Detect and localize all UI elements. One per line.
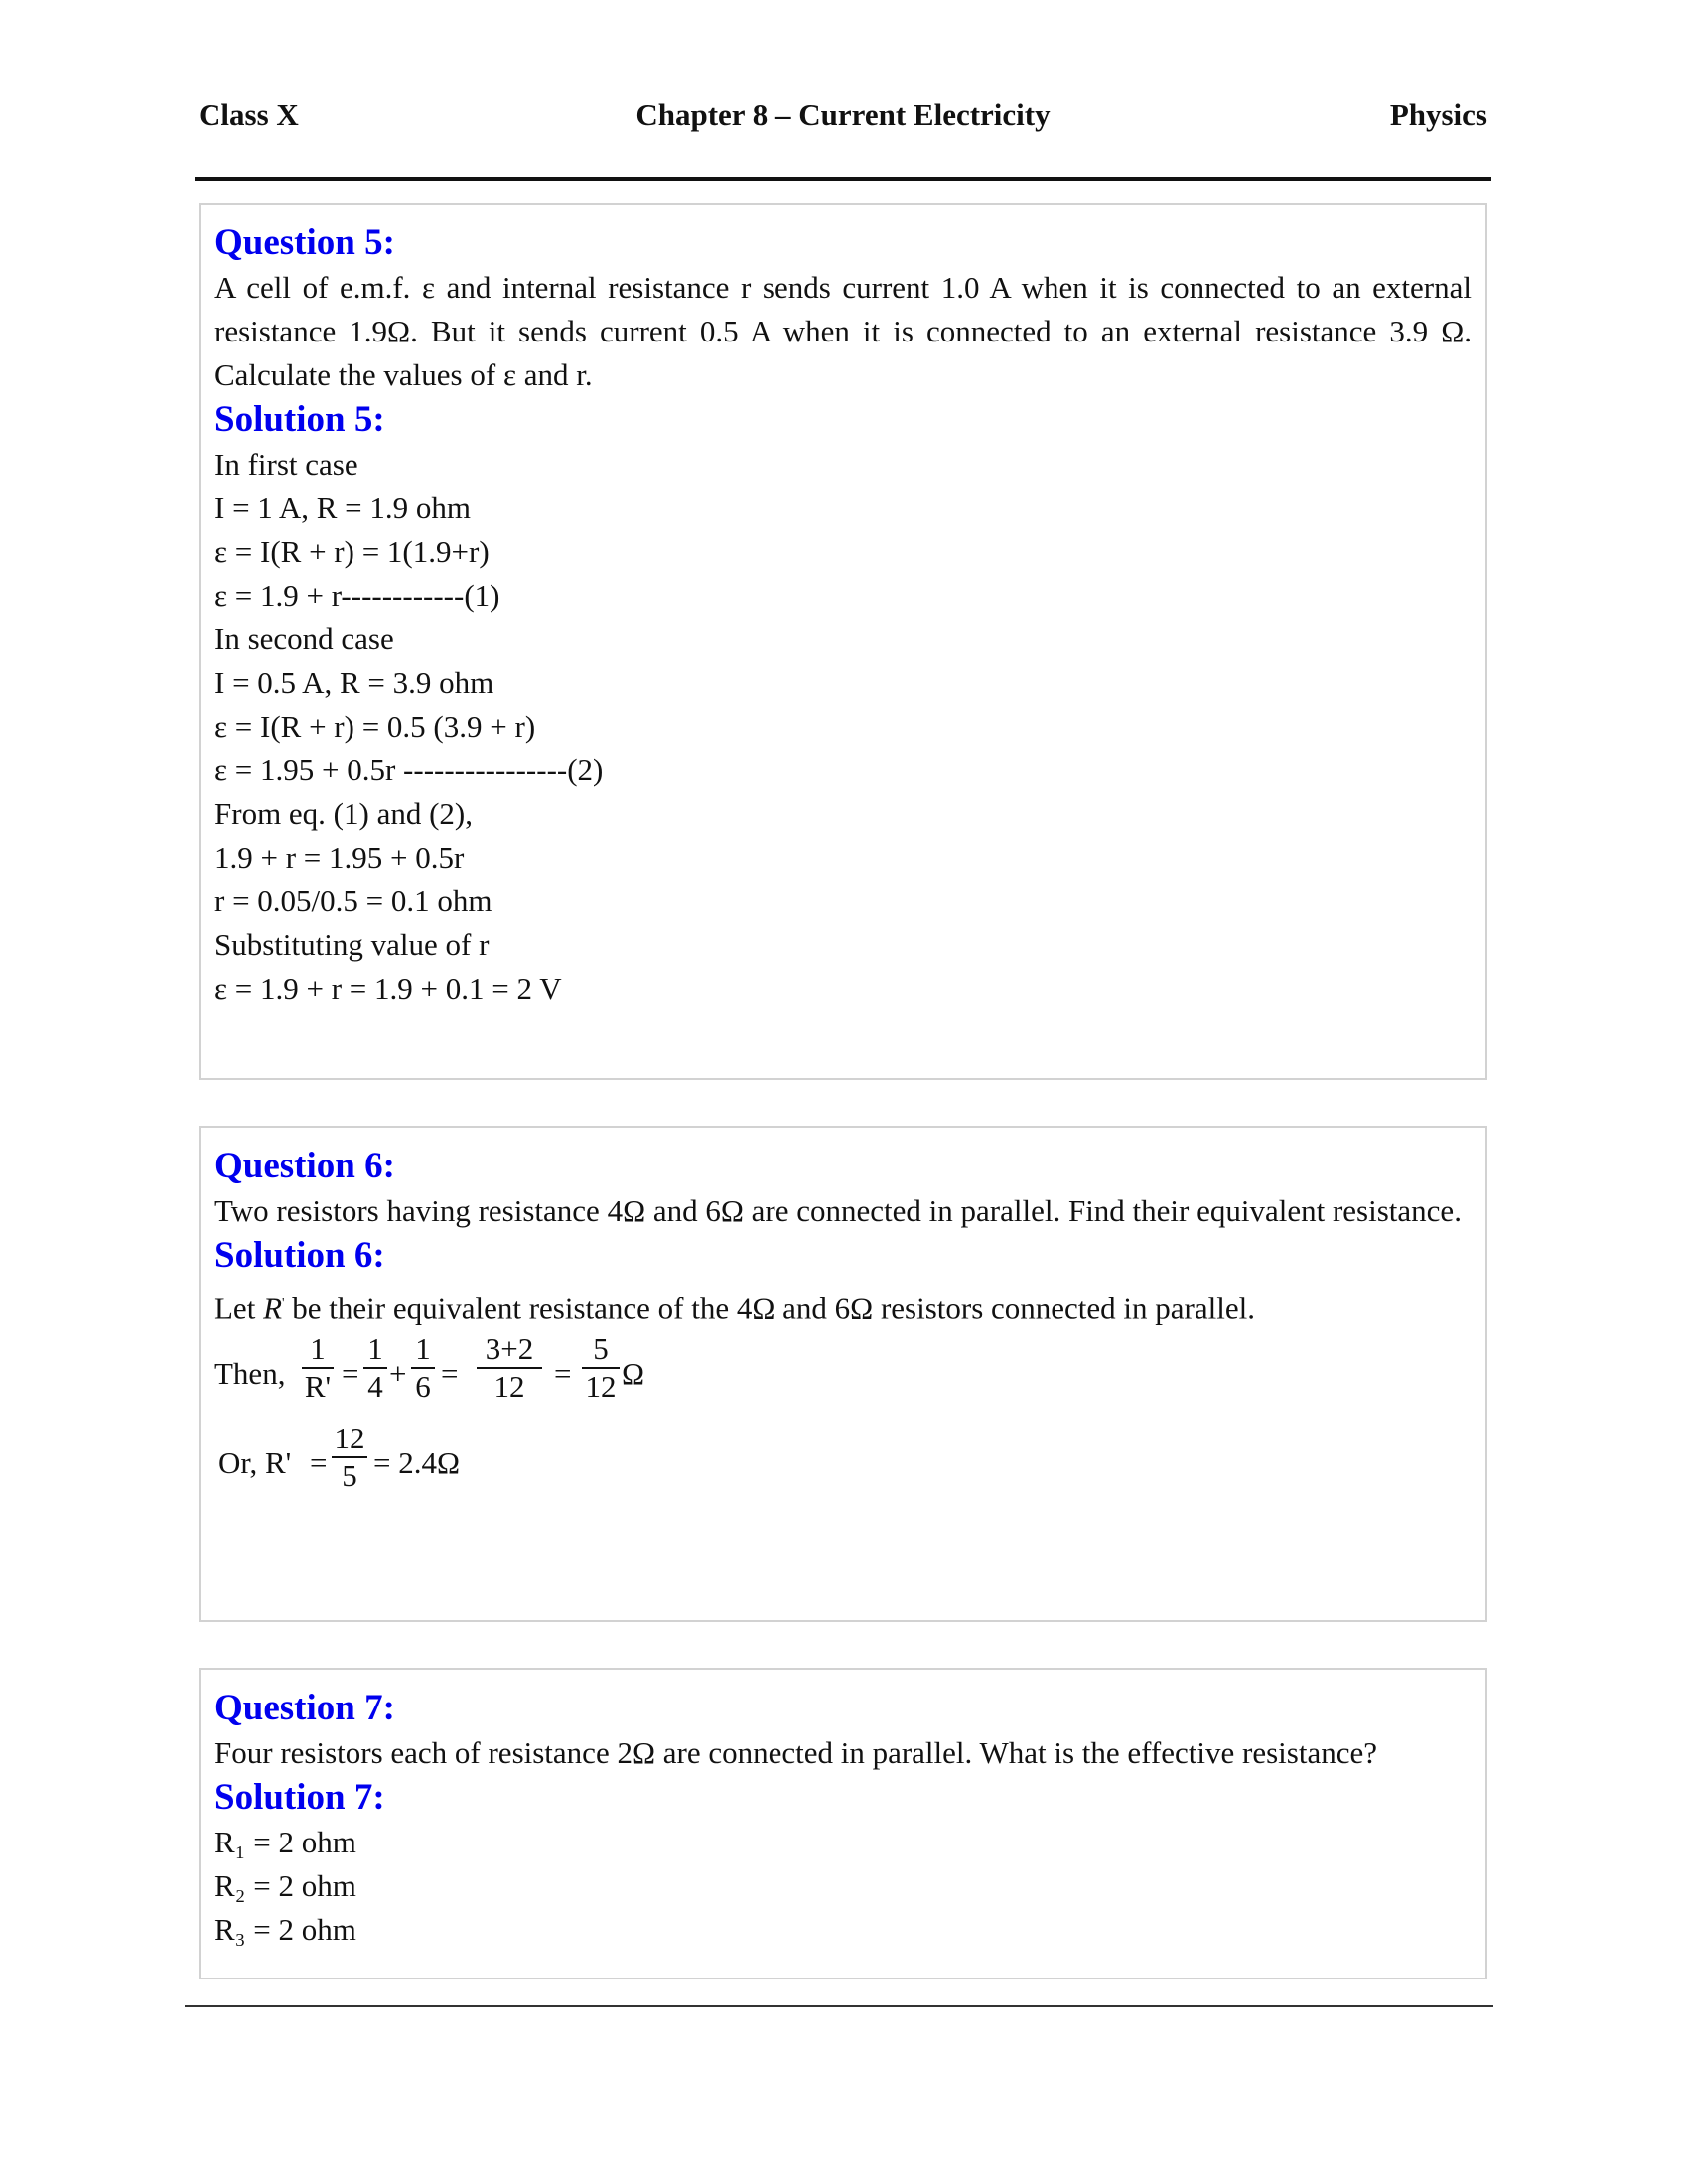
footer-divider (185, 2005, 1493, 2007)
solution-line: ε = 1.9 + r------------(1) (214, 578, 500, 613)
equals-sign: = (342, 1356, 359, 1392)
solution-line: R₂ = 2 ohm (214, 1868, 356, 1903)
solution-6-title: Solution 6: (214, 1235, 385, 1276)
equals-sign: = (441, 1356, 459, 1392)
solution-5-title: Solution 5: (214, 399, 385, 440)
solution-5-body (214, 443, 1472, 1011)
header-class: Class X (199, 97, 299, 132)
question-7-title: Question 7: (214, 1688, 395, 1728)
header-subject: Physics (1389, 97, 1487, 132)
fraction-1-over-r: 1 R' (302, 1332, 334, 1404)
fraction-5-over-12: 5 12 (582, 1332, 620, 1404)
result-value: = 2.4Ω (373, 1445, 461, 1481)
question-6-title: Question 6: (214, 1146, 395, 1186)
fraction-3plus2-over-12: 3+2 12 (477, 1332, 542, 1404)
question-6-box (199, 1126, 1487, 1622)
fraction-1-over-4: 1 4 (363, 1332, 387, 1404)
solution-line: I = 1 A, R = 1.9 ohm (214, 490, 472, 525)
question-7-text: Four resistors each of resistance 2Ω are connected in parallel. What is the effective resistance? (214, 1735, 1377, 1770)
solution-line: ε = I(R + r) = 0.5 (3.9 + r) (214, 709, 536, 744)
header-divider (195, 177, 1491, 181)
solution-line: Substituting value of r (214, 927, 490, 962)
then-label: Then, (214, 1356, 286, 1392)
equals-sign: = (554, 1356, 572, 1392)
equation-then (214, 1332, 1472, 1416)
solution-line: From eq. (1) and (2), (214, 796, 473, 831)
ohm-unit: Ω (622, 1356, 645, 1392)
intro-let: Let (214, 1291, 256, 1326)
equals-sign: = (310, 1445, 328, 1481)
solution-line: ε = I(R + r) = 1(1.9+r) (214, 534, 490, 569)
solution-line: 1.9 + r = 1.95 + 0.5r (214, 840, 465, 875)
plus-sign: + (389, 1356, 407, 1392)
question-5-box (199, 203, 1487, 1080)
intro-variable: R (263, 1291, 282, 1326)
equation-or (214, 1422, 1472, 1505)
header-chapter: Chapter 8 – Current Electricity (635, 97, 1051, 132)
question-5-title: Question 5: (214, 222, 395, 263)
solution-6-intro (214, 1283, 1472, 1330)
intro-prime: ' (282, 1297, 285, 1311)
fraction-1-over-6: 1 6 (411, 1332, 435, 1404)
solution-line: ε = 1.9 + r = 1.9 + 0.1 = 2 V (214, 971, 562, 1006)
question-5-text: A cell of e.m.f. ε and internal resistance r sends current 1.0 A when it is connected to an external resistance 1.9Ω. But it sends current 0.5 A when it is connected to an external resistance 3.9 Ω. Calculate the values of ε and r. (214, 270, 1472, 392)
solution-line: R₃ = 2 ohm (214, 1912, 356, 1947)
solution-line: In first case (214, 447, 358, 481)
solution-line: ε = 1.95 + 0.5r ----------------(2) (214, 752, 604, 787)
page-header (199, 97, 1487, 143)
question-6-text: Two resistors having resistance 4Ω and 6Ω are connected in parallel. Find their equivalent resistance. (214, 1193, 1462, 1228)
question-7-box (199, 1668, 1487, 1979)
fraction-12-over-5: 12 5 (332, 1422, 367, 1493)
solution-line: I = 0.5 A, R = 3.9 ohm (214, 665, 494, 700)
solution-line: R₁ = 2 ohm (214, 1825, 356, 1859)
solution-line: In second case (214, 621, 394, 656)
solution-7-title: Solution 7: (214, 1777, 385, 1818)
intro-rest: be their equivalent resistance of the 4Ω and 6Ω resistors connected in parallel. (292, 1291, 1255, 1326)
solution-7-body (214, 1821, 1472, 1952)
or-label: Or, R' (218, 1445, 292, 1481)
solution-line: r = 0.05/0.5 = 0.1 ohm (214, 884, 492, 918)
